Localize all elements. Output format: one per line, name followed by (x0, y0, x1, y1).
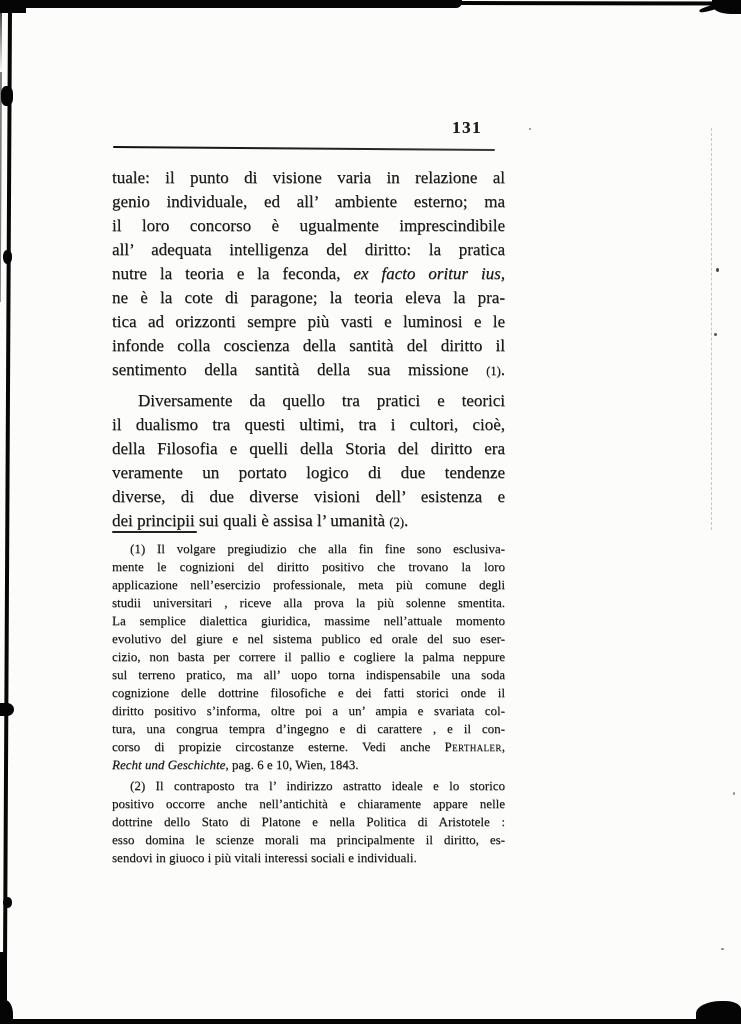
text-segment: sul terreno pratico, ma all’ uopo torna indispensabile una soda (112, 667, 505, 682)
text-segment: il loro concorso è ugualmente imprescindibile (112, 216, 505, 235)
text-segment: della Filosofia e quelli della Storia del diritto era (112, 439, 505, 458)
left-edge-blob (1, 86, 13, 106)
text-segment: nutre la teoria e la feconda, (112, 264, 354, 283)
text-line (112, 190, 505, 214)
text-line (112, 238, 505, 262)
text-line (112, 630, 505, 648)
text-line (112, 485, 505, 509)
text-segment: esso domina le scienze morali ma principalmente il diritto, es- (112, 832, 505, 847)
text-segment: La semplice dialettica giuridica, massime nell’attuale momento (112, 613, 505, 628)
text-line (112, 166, 505, 190)
bottom-right-corner-artifact (696, 1001, 741, 1024)
text-line (112, 413, 505, 437)
text-line (112, 756, 505, 774)
top-edge-artifact-left (0, 0, 462, 8)
text-line (112, 576, 505, 594)
text-segment: ne è la cote di paragone; la teoria eleva la pra- (112, 288, 505, 307)
text-line (112, 262, 505, 286)
left-edge-blob (3, 897, 12, 908)
scan-speck (714, 333, 717, 336)
text-line (112, 286, 505, 310)
text-line (112, 849, 505, 867)
text-segment: diritto positivo s’informa, oltre poi a un’ ampia e svariata col- (112, 703, 505, 718)
footnote-ref: (1) (486, 364, 501, 378)
footnote-block (112, 540, 505, 867)
text-segment: studii universitari , riceve alla prova la più solenne smentita. (112, 595, 505, 610)
text-segment: evolutivo del giure e nel sistema publico ed orale del suo eser- (112, 631, 505, 646)
smallcaps-name: Perthaler (444, 739, 502, 754)
footnote-ref: (2) (389, 515, 404, 529)
text-segment: applicazione nell’esercizio professionale, meta più comune degli (112, 577, 505, 592)
text-line (112, 831, 505, 849)
text-line (112, 594, 505, 612)
text-line (112, 612, 505, 630)
page-number: 131 (452, 118, 482, 137)
text-segment: Diversamente da quello tra pratici e teorici (138, 391, 505, 410)
text-segment: . (403, 511, 409, 530)
text-segment: . (500, 360, 505, 379)
text-line (112, 334, 505, 358)
text-line (112, 540, 505, 558)
text-segment: dottrine dello Stato di Platone e nella Politica di Aristotele : (112, 814, 505, 829)
scan-speck (733, 792, 735, 795)
text-line (112, 558, 505, 576)
text-segment: positivo occorre anche nell’antichità e chiaramente appare nelle (112, 796, 505, 811)
text-segment: pag. 6 e 10, Wien, 1843. (228, 757, 359, 772)
text-segment: veramente un portato logico di due tendenze (112, 463, 505, 482)
top-left-corner-artifact (0, 0, 26, 13)
text-line (112, 437, 505, 461)
text-segment: dei principii sui quali è assisa l’ umanità (112, 511, 390, 530)
text-line (112, 777, 505, 795)
text-segment: corso di propizie circostanze esterne. Vedi anche (112, 739, 445, 754)
left-binding-edge-artifact (3, 8, 12, 1014)
bottom-edge-artifact (0, 1019, 741, 1024)
footnote-separator-rule (112, 531, 197, 533)
text-segment: (2) Il contraposto tra l’ indirizzo astratto ideale e lo storico (130, 778, 505, 793)
left-binding-hairline (0, 72, 1, 302)
scan-speck (529, 128, 531, 130)
text-segment: mente le cognizioni del diritto positivo che trovano la loro (112, 559, 505, 574)
text-line (112, 666, 505, 684)
italic-text: ex facto oritur ius, (353, 264, 505, 283)
text-segment: tica ad orizzonti sempre più vasti e luminosi e le (112, 312, 505, 331)
paragraph (112, 540, 505, 774)
text-line (112, 795, 505, 813)
right-speckle-line (711, 128, 712, 530)
scan-speck (716, 268, 719, 272)
text-line (112, 214, 505, 238)
text-segment: genio individuale, ed all’ ambiente esterno; ma (112, 192, 505, 211)
text-segment: , (501, 739, 505, 754)
text-line (112, 461, 505, 485)
text-line (112, 738, 505, 756)
paragraph (112, 777, 505, 867)
text-line (112, 813, 505, 831)
text-segment: sentimento della santità della sua missione (112, 360, 487, 379)
text-line (112, 720, 505, 738)
text-segment: sendovi in giuoco i più vitali interessi sociali e individuali. (112, 850, 417, 865)
text-segment: tuale: il punto di visione varia in relazione al (112, 168, 505, 187)
header-rule (113, 146, 495, 151)
paragraph (112, 389, 505, 534)
text-segment: all’ adequata intelligenza del diritto: la pratica (112, 240, 505, 259)
scan-speck (721, 948, 724, 950)
left-edge-blob (0, 703, 14, 716)
text-line (112, 389, 505, 413)
text-segment: tura, una congrua tempra d’ingegno e di carattere , e il con- (112, 721, 505, 736)
text-line (112, 684, 505, 702)
text-segment: (1) Il volgare pregiudizio che alla fin fine sono esclusiva- (130, 541, 505, 556)
paragraph (112, 166, 505, 383)
text-line (112, 310, 505, 334)
main-text-block (112, 166, 505, 534)
left-edge-blob (3, 250, 12, 264)
text-segment: cizio, non basta per correre il pallio e cogliere la palma neppure (112, 649, 505, 664)
italic-text: Recht und Geschichte, (112, 757, 229, 772)
text-line (112, 358, 505, 383)
text-line (112, 702, 505, 720)
text-segment: il dualismo tra questi ultimi, tra i cultori, cioè, (112, 415, 505, 434)
text-segment: cognizione delle dottrine filosofiche e dei fatti storici onde il (112, 685, 505, 700)
text-line (112, 648, 505, 666)
text-segment: infonde colla coscienza della santità del diritto il (112, 336, 505, 355)
text-segment: diverse, di due diverse visioni dell’ esistenza e (112, 487, 505, 506)
